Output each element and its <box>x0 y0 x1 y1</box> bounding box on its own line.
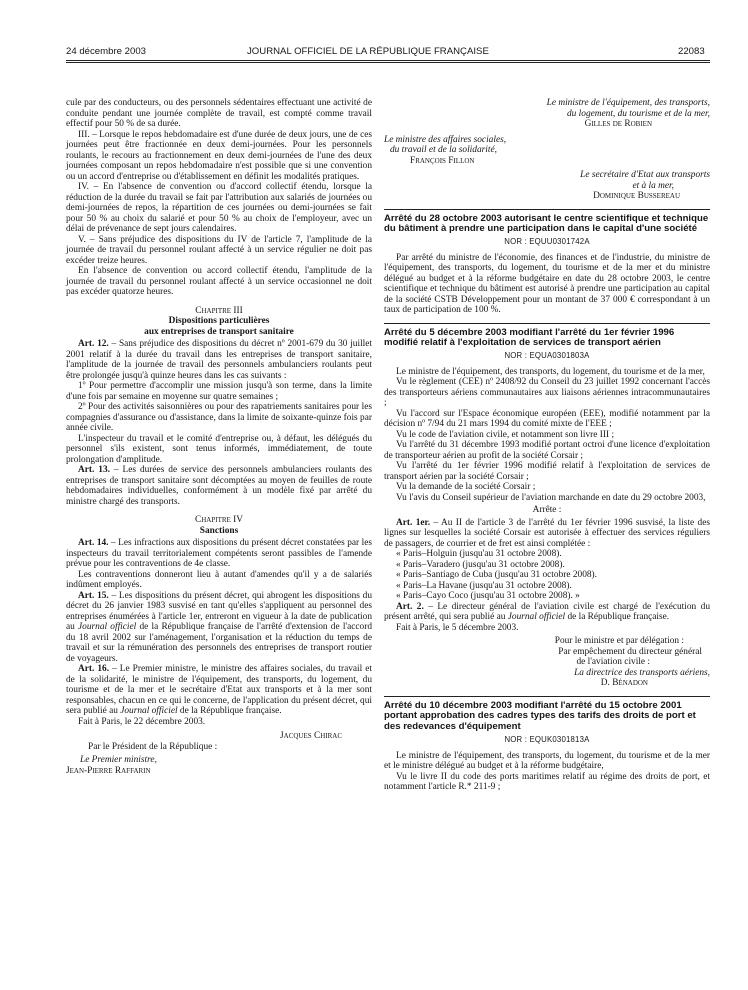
signature-line: Le ministre de l'équipement, des transports, <box>546 98 710 108</box>
article-label: Art. 16. <box>78 664 110 674</box>
nor-reference: NOR : EQUU0301742A <box>504 237 590 247</box>
route-line: « Paris–La Havane (jusqu'au 31 octobre 2008). <box>396 580 572 591</box>
chapter-heading: Chapitre IV <box>195 515 243 525</box>
signature-line: du logement, du tourisme et de la mer, <box>567 108 710 119</box>
nor-reference: NOR : EQUA0301803A <box>504 351 590 361</box>
arrete-heading: Arrêté du 10 décembre 2003 modifiant l'arrêté du 15 octobre 2001 portant approbation des cadres types des tarifs des droits de port et des redevances d'équipement <box>384 699 696 733</box>
paragraph: III. – Lorsque le repos hebdomadaire est d'une durée de deux jours, une de ces journées peut être fractionnée en deux demi-journées. Pour les personnels roulants, le recours au fractionnement en deux demi-journées de l'une des deux journées composant un repos hebdomadaire n'est possible que si une convention ou un accord d'entreprise ou d'établissement en définit les modalités pratiques. <box>66 129 372 182</box>
signatory-name: Gilles de Robien <box>584 119 652 129</box>
article-16 <box>66 664 372 717</box>
chapter-heading: Chapitre III <box>195 305 243 316</box>
article-15 <box>66 591 372 665</box>
article-label: Art. 13. <box>78 465 110 475</box>
paragraph: En l'absence de convention ou accord collectif étendu, l'amplitude de la journée de travail du personnel roulant affecté à un service occasionnel ne doit pas excéder quatorze heures. <box>66 266 372 297</box>
journal-officiel-ref: Journal officiel <box>78 622 137 632</box>
article-text: de la République française de l'arrêté d'extension de l'accord du 18 avril 2002 sur l'aménagement, l'organisation et la réduction du temps de travail et sur la rémunération des personnels des entreprises de transport routier de voyageurs. <box>66 622 373 664</box>
nor-reference: NOR : EQUK0301813A <box>504 735 590 745</box>
signature-line: Pour le ministre et par délégation : <box>554 636 684 647</box>
signature-line: de l'aviation civile : <box>576 657 650 668</box>
article-text: – Le Premier ministre, le ministre des affaires sociales, du travail et de la solidarité, le ministre de l'équipement, des transports, du logement, du tourisme et de la mer et le secrétaire d'Etat aux transports et à la mer sont responsables, chacun en ce qui le concerne, de l'application du présent décret, qui sera publié au <box>66 664 373 716</box>
paragraph: Vu l'avis du Conseil supérieur de l'aviation marchande en date du 29 octobre 2003, <box>396 492 706 503</box>
paragraph: L'inspecteur du travail et le comité d'entreprise ou, à défaut, les délégués du personnel s'ils existent, sont tenus informés, immédiatement, de toute prolongation d'amplitude. <box>66 433 372 465</box>
paragraph: Vu la demande de la société Corsair ; <box>396 482 536 493</box>
article-label: Art. 12. <box>78 339 109 349</box>
article-label: Art. 14. <box>78 538 109 548</box>
paragraph: Vu le code de l'aviation civile, et notamment son livre III ; <box>396 429 615 440</box>
header-rule-secondary <box>66 62 710 63</box>
route-line: « Paris–Santiago de Cuba (jusqu'au 31 octobre 2008). <box>396 570 597 581</box>
signatory-president: Jacques Chirac <box>280 731 342 741</box>
article-2 <box>384 602 710 623</box>
section-separator <box>384 696 710 697</box>
chapter-title: aux entreprises de transport sanitaire <box>144 326 294 337</box>
chapter-title: Dispositions particulières <box>168 316 270 326</box>
signature-line: du travail et de la solidarité, <box>390 145 497 155</box>
arrete-heading: Arrêté du 5 décembre 2003 modifiant l'arrêté du 1er février 1996 modifié relatif à l'exploitation de services de transport aérien <box>384 326 675 349</box>
header-journal-title: JOURNAL OFFICIEL DE LA RÉPUBLIQUE FRANÇAISE <box>247 46 489 57</box>
paragraph: Vu l'arrêté du 31 décembre 1993 modifié portant octroi d'une licence d'exploitation de transporteur aérien au profit de la société Corsair ; <box>384 440 710 461</box>
section-separator <box>384 209 710 210</box>
journal-officiel-ref: Journal officiel <box>507 612 566 623</box>
paragraph: V. – Sans préjudice des dispositions du IV de l'article 7, l'amplitude de la journée de travail du personnel roulant affecté à un service régulier ne doit pas excéder treize heures. <box>66 234 372 266</box>
route-line: « Paris–Cayo Coco (jusqu'au 31 octobre 2008). » <box>396 591 580 602</box>
signature-line: Par empêchement du directeur général <box>558 646 702 657</box>
paragraph: Vu le règlement (CEE) nº 2408/92 du Conseil du 23 juillet 1992 concernant l'accès des transporteurs aériens communautaires aux liaisons aériennes intracommunautaires ; <box>384 377 710 409</box>
arrete-keyword: Arrête : <box>532 505 562 516</box>
paragraph: cule par des conducteurs, ou des personnels sédentaires effectuant une activité de conduite pendant une journée complète de travail, est compté comme travail effectif pour 50 % de sa durée. <box>66 98 372 129</box>
signature-line: Le secrétaire d'Etat aux transports <box>580 170 710 180</box>
fait-a-paris: Fait à Paris, le 22 décembre 2003. <box>78 716 206 727</box>
chapter-title: Sanctions <box>199 525 239 536</box>
signature-line: Par le Président de la République : <box>88 741 218 752</box>
article-text: de la République française. <box>177 706 282 716</box>
paragraph: Vu l'accord sur l'Espace économique européen (EEE), modifié notamment par la décision nº 7/94 du 21 mars 1994 du comité mixte de l'EEE ; <box>384 408 710 430</box>
signatory-name: Dominique Bussereau <box>593 191 680 201</box>
article-text: – Les durées de service des personnels ambulanciers roulants des entreprises de transport sanitaire sont décomptées au moyen de feuilles de route hebdomadaires individuelles, conformément à un modèle fixé par arrêté du ministre chargé des transports. <box>66 465 372 507</box>
article-text: – Les infractions aux dispositions du présent décret constatées par les inspecteurs du travail territorialement compétents seront passibles de l'amende prévue pour les contraventions de 4e classe. <box>66 538 373 569</box>
header-page-number: 22083 <box>678 46 705 57</box>
article-text: – Les dispositions du présent décret, qui abrogent les dispositions du décret du 26 janvier 1983 susvisé en tant qu'elles s'appliquent au personnel des entreprises énumérées à l'article 1er, entreront en vigueur à la date de publication au <box>66 590 373 632</box>
article-label: Art. 15. <box>78 590 109 601</box>
header-date: 24 décembre 2003 <box>66 46 147 57</box>
signature-line: et à la mer, <box>632 180 674 191</box>
signatory-prime-minister: Jean-Pierre Raffarin <box>66 765 151 776</box>
signature-line: Le ministre des affaires sociales, <box>384 134 507 145</box>
paragraph: 2º Pour des activités saisonnières ou pour des rapatriements sanitaires pour les compagnies d'assurance ou d'assistance, dans la limite de soixante-quinze fois par année civile. <box>66 402 372 433</box>
article-14 <box>66 538 372 570</box>
paragraph: Le ministre de l'équipement, des transports, du logement, du tourisme et de la mer, <box>396 366 705 377</box>
article-text: de la République française. <box>565 612 670 623</box>
paragraph: Vu l'arrêté du 1er février 1996 modifié relatif à l'exploitation de services de transport aérien par la société Corsair ; <box>384 461 710 482</box>
article-label: Art. 1er. <box>396 517 431 528</box>
journal-officiel-ref: Journal officiel <box>120 706 178 716</box>
paragraph: IV. – En l'absence de convention ou d'accord collectif étendu, lorsque la réduction de la durée du travail se fait par l'attribution aux salariés de journées ou demi-journées de repos, la répartition de ces journées ou demi-journées se fait pour 50 % au choix du salarié et pour 50 % au choix de l'employeur, avec un délai de prévenance de sept jours calendaires. <box>66 182 372 234</box>
fait-a-paris: Fait à Paris, le 5 décembre 2003. <box>396 622 519 633</box>
left-column <box>66 98 372 776</box>
route-line: « Paris–Holguin (jusqu'au 31 octobre 2008). <box>396 549 562 560</box>
article-text: – Le directeur général de l'aviation civile est chargé de l'exécution du présent arrêté, qui sera publié au <box>384 601 710 623</box>
article-label: Art. 2. <box>396 601 424 612</box>
article-text: – Sans préjudice des dispositions du décret nº 2001-679 du 30 juillet 2001 relatif à la durée du travail dans les entreprises de transport sanitaire, l'amplitude de la journée de travail des personnels ambulanciers roulants peut être prolongée jusqu'à quinze heures dans les cas suivants : <box>66 339 373 381</box>
header-rule <box>66 60 710 61</box>
signatory-name: D. Bénadon <box>600 678 648 689</box>
section-separator <box>384 323 710 324</box>
paragraph: Vu le livre II du code des ports maritimes relatif au régime des droits de port, et notamment l'article R.* 211-9 ; <box>384 771 710 793</box>
paragraph: Par arrêté du ministre de l'économie, des finances et de l'industrie, du ministre de l'équipement, des transports, du logement, du tourisme et de la mer et du ministre délégué au budget et à la réforme budgétaire en date du 28 octobre 2003, le centre scientifique et technique du bâtiment est autorisé à prendre une participation au capital de la société CSTB Développement pour un montant de 37 000 € correspondant à un taux de participation de 100 %. <box>384 252 710 316</box>
signature-line: La directrice des transports aériens, <box>574 667 710 678</box>
article-13 <box>66 465 372 507</box>
paragraph: 1º Pour permettre d'accomplir une mission jusqu'à son terme, dans la limite d'une fois par semaine en moyenne sur quatre semaines ; <box>66 381 372 402</box>
article-1 <box>384 518 710 550</box>
right-column <box>384 98 710 793</box>
signature-line: Le Premier ministre, <box>80 755 157 765</box>
signatory-name: François Fillon <box>410 155 475 166</box>
paragraph: Les contraventions donneront lieu à autant d'amendes qu'il y a de salariés indûment employés. <box>66 569 372 590</box>
paragraph: Le ministre de l'équipement, des transports, du logement, du tourisme et de la mer et le ministre délégué au budget et à la réforme budgétaire, <box>384 750 710 772</box>
arrete-heading: Arrêté du 28 octobre 2003 autorisant le centre scientifique et technique du bâtiment à prendre une participation dans le capital d'une société <box>384 212 709 235</box>
route-line: « Paris–Varadero (jusqu'au 31 octobre 2008). <box>396 559 565 570</box>
article-text: – Au II de l'article 3 de l'arrêté du 1er février 1996 susvisé, la liste des lignes sur lesquelles la société Corsair est autorisée à effectuer des services réguliers de passagers, de courrier et de fret est ainsi complétée : <box>384 517 710 549</box>
article-12 <box>66 339 372 381</box>
